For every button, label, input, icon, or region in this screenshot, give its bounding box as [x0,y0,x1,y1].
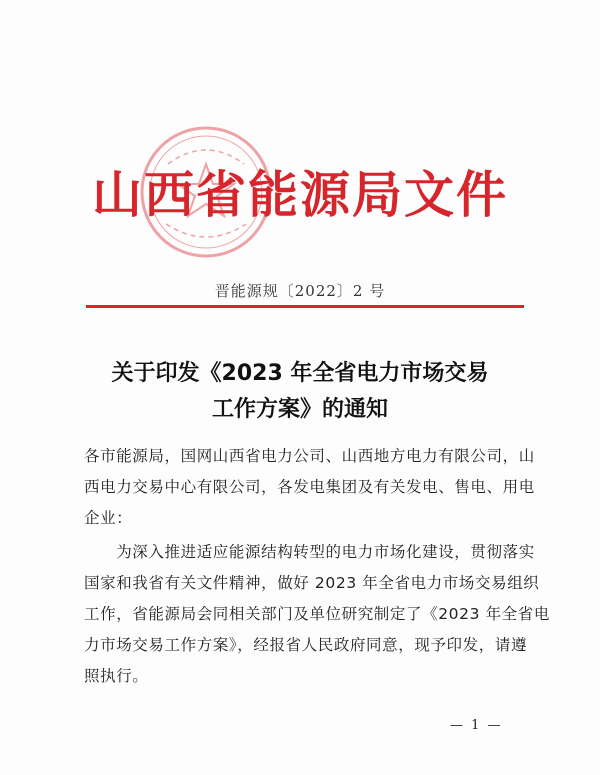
document-title-line-2: 工作方案》的通知 [211,397,388,422]
document-number: 晋能源规〔2022〕2 号 [214,282,386,300]
recipients-line: 企业： [84,509,133,527]
recipients-line: 西电力交易中心有限公司，各发电集团及有关发电、售电、用电 [84,478,535,496]
page-number: — 1 — [450,718,503,733]
red-divider [86,305,524,308]
body-line: 国家和我省有关文件精神，做好 2023 年全省电力市场交易组织 [84,574,540,592]
body-line: 力市场交易工作方案》，经报省人民政府同意，现予印发，请遵 [84,636,528,654]
body-line: 为深入推进适应能源结构转型的电力市场化建设，贯彻落实 [84,543,535,561]
body-line: 照执行。 [84,667,149,685]
document-title-line-1: 关于印发《2023 年全省电力市场交易 [111,361,489,386]
issuer-title: 山西省能源局文件 [92,165,508,224]
body-line: 工作，省能源局会同相关部门及单位研究制定了《2023 年全省电 [84,605,550,623]
recipients-line: 各市能源局，国网山西省电力公司、山西地方电力有限公司，山 [84,447,535,465]
